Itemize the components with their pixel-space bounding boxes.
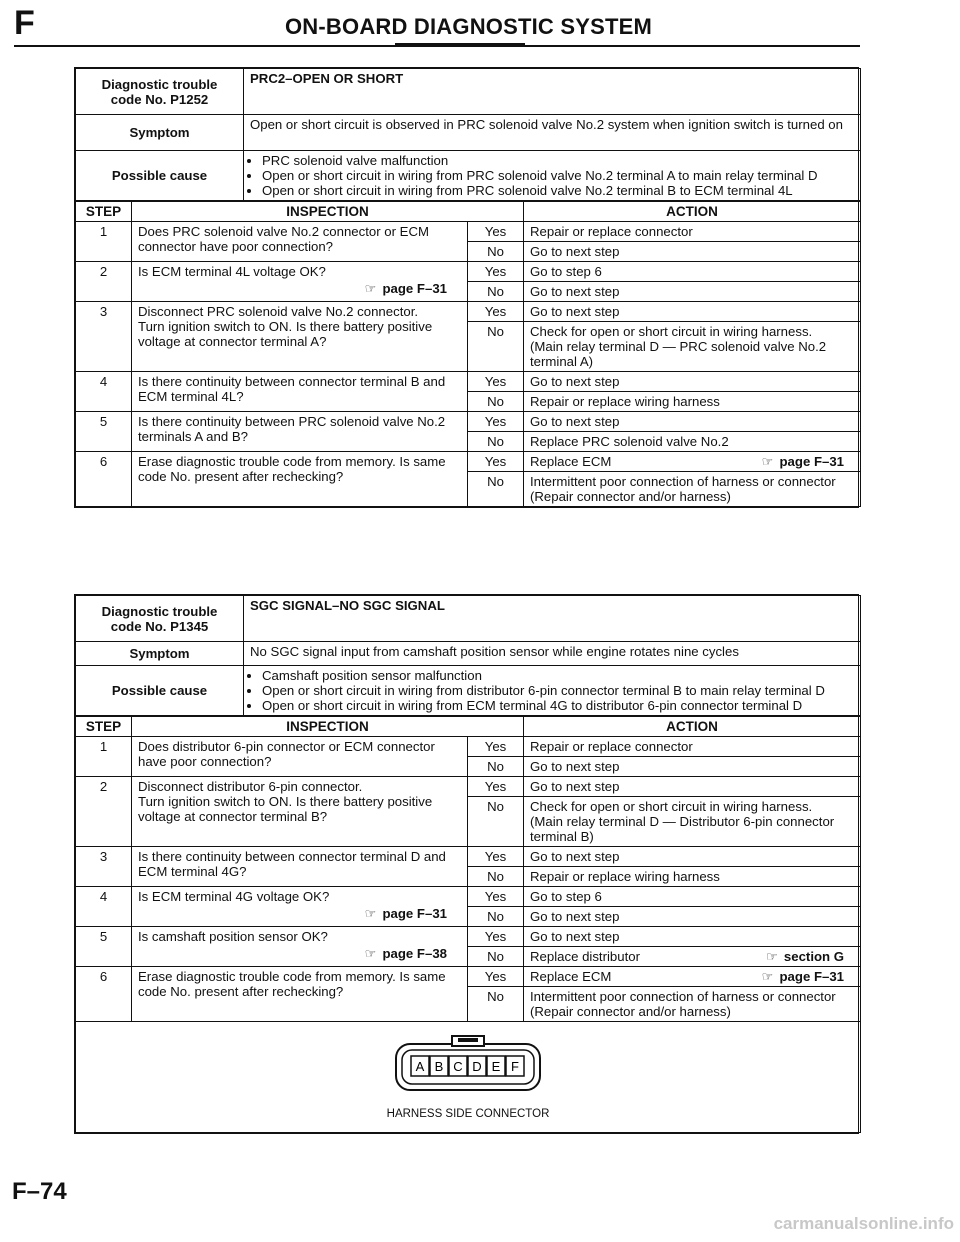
possible-cause-label-value	[244, 666, 861, 716]
inspection-text: Is there continuity between connector terminal B and ECM terminal 4L?	[138, 374, 446, 404]
step-number: 6	[76, 452, 132, 507]
yes-label: Yes	[468, 737, 524, 757]
no-action-text: Go to next step	[530, 284, 620, 299]
action-header: ACTION	[524, 717, 861, 737]
inspection-text: Is there continuity between PRC solenoid valve No.2 terminals A and B?	[138, 414, 446, 444]
yes-action-text: Go to step 6	[530, 264, 602, 279]
cause-item: • Open or short circuit in wiring from ECM terminal 4G to distributor 6-pin connector terminal D	[262, 698, 854, 713]
step-row	[76, 302, 861, 322]
yes-action	[524, 452, 861, 472]
possible-cause-label	[76, 666, 244, 716]
no-action-text: Go to next step	[530, 759, 620, 774]
inspection-text: Erase diagnostic trouble code from memory. Is same code No. present after rechecking?	[138, 969, 446, 999]
watermark: carmanualsonline.info	[773, 1214, 954, 1233]
dtc-code-label-value	[244, 69, 861, 115]
inspection-text: Disconnect distributor 6-pin connector. Turn ignition switch to ON. Is there battery positive voltage at connector terminal B?	[138, 779, 433, 824]
step-row	[76, 927, 861, 947]
step-row	[76, 452, 861, 472]
harness-connector-diagram	[388, 1034, 548, 1098]
no-action	[524, 947, 861, 967]
reference-icon: ☞	[364, 906, 377, 921]
dtc-table-p1252	[74, 67, 859, 508]
no-label: No	[468, 987, 524, 1022]
yes-label: Yes	[468, 302, 524, 322]
inspection-text: Is ECM terminal 4G voltage OK?	[138, 889, 330, 904]
no-action-text: Check for open or short circuit in wiring harness. (Main relay terminal D — PRC solenoid valve No.2 terminal A)	[530, 324, 827, 369]
inspection-header: INSPECTION	[132, 202, 524, 222]
connector-cell	[76, 1022, 861, 1133]
yes-action-text: Go to next step	[530, 929, 620, 944]
reference-icon: ☞	[364, 946, 377, 961]
yes-label: Yes	[468, 847, 524, 867]
no-action	[524, 472, 861, 507]
step-row	[76, 262, 861, 282]
inspection-ref	[138, 281, 461, 296]
page-number: F–74	[12, 1178, 67, 1205]
symptom-label	[76, 642, 244, 666]
connector-pin-label: E	[491, 1059, 501, 1074]
yes-label: Yes	[468, 222, 524, 242]
inspection-text: Does PRC solenoid valve No.2 connector or ECM connector have poor connection?	[138, 224, 429, 254]
no-action	[524, 867, 861, 887]
no-action	[524, 987, 861, 1022]
cause-list	[250, 153, 854, 198]
no-action-text: Go to next step	[530, 909, 620, 924]
inspection-text: Disconnect PRC solenoid valve No.2 connector. Turn ignition switch to ON. Is there battery positive voltage at connector terminal A?	[138, 304, 433, 349]
header-rule-accent	[395, 43, 525, 46]
yes-label: Yes	[468, 967, 524, 987]
reference-icon: ☞	[766, 949, 778, 964]
inspection-text: Erase diagnostic trouble code from memory. Is same code No. present after rechecking?	[138, 454, 446, 484]
step-header-row	[76, 202, 861, 222]
connector-caption: HARNESS SIDE CONNECTOR	[386, 1108, 550, 1120]
dtc-title: SGC SIGNAL–NO SGC SIGNAL	[250, 598, 445, 613]
connector-pin-label: B	[434, 1059, 444, 1074]
step-number: 5	[76, 412, 132, 452]
possible-cause-label	[76, 151, 244, 201]
reference-text: section G	[783, 949, 845, 964]
no-label: No	[468, 242, 524, 262]
reference-icon: ☞	[364, 281, 377, 296]
dtc-info	[75, 68, 861, 201]
no-action	[524, 797, 861, 847]
connector-latch-detail	[458, 1038, 478, 1042]
inspection-cell	[132, 452, 468, 507]
step-row	[76, 847, 861, 867]
connector-pin-label: F	[511, 1059, 519, 1074]
no-action-text: Replace PRC solenoid valve No.2	[530, 434, 729, 449]
step-number: 1	[76, 222, 132, 262]
no-label: No	[468, 797, 524, 847]
cause-item: • PRC solenoid valve malfunction	[262, 153, 854, 168]
step-number: 3	[76, 302, 132, 372]
no-action-text: Intermittent poor connection of harness or connector (Repair connector and/or harness)	[530, 989, 836, 1019]
yes-action	[524, 737, 861, 757]
inspection-ref	[138, 946, 461, 961]
yes-label: Yes	[468, 412, 524, 432]
cause-item: • Open or short circuit in wiring from distributor 6-pin connector terminal B to main relay terminal D	[262, 683, 854, 698]
step-row	[76, 737, 861, 757]
step-row	[76, 222, 861, 242]
no-action-text: Repair or replace wiring harness	[530, 869, 720, 884]
yes-action-text: Repair or replace connector	[530, 739, 693, 754]
page-title: ON-BOARD DIAGNOSTIC SYSTEM	[285, 14, 652, 39]
reference-icon: ☞	[761, 454, 774, 469]
symptom-text: Open or short circuit is observed in PRC solenoid valve No.2 system when ignition switch is turned on	[250, 117, 843, 132]
dtc-title: PRC2–OPEN OR SHORT	[250, 71, 404, 86]
no-label: No	[468, 282, 524, 302]
symptom-label-text: Symptom	[129, 646, 190, 661]
no-action	[524, 242, 861, 262]
step-row	[76, 777, 861, 797]
no-label: No	[468, 322, 524, 372]
yes-action-text: Replace ECM	[530, 969, 612, 984]
inspection-cell	[132, 737, 468, 777]
dtc-code-label-text: Diagnostic trouble code No. P1252	[101, 76, 218, 107]
no-label: No	[468, 472, 524, 507]
possible-cause-label-value	[244, 151, 861, 201]
dtc-code-label-value	[244, 596, 861, 642]
inspection-ref	[138, 906, 461, 921]
action-ref	[762, 454, 844, 469]
step-number: 2	[76, 262, 132, 302]
action-ref	[762, 969, 844, 984]
cause-item: • Camshaft position sensor malfunction	[262, 668, 854, 683]
dtc-code-label	[76, 596, 244, 642]
cause-list	[250, 668, 854, 713]
yes-label: Yes	[468, 777, 524, 797]
step-row	[76, 967, 861, 987]
step-header: STEP	[76, 717, 132, 737]
section-letter: F	[14, 4, 35, 42]
reference-text: page F–31	[779, 969, 845, 984]
step-header: STEP	[76, 202, 132, 222]
no-label: No	[468, 392, 524, 412]
step-row	[76, 887, 861, 907]
step-number: 4	[76, 887, 132, 927]
yes-action	[524, 927, 861, 947]
no-label: No	[468, 867, 524, 887]
yes-label: Yes	[468, 452, 524, 472]
yes-action	[524, 372, 861, 392]
step-number: 5	[76, 927, 132, 967]
reference-text: page F–31	[779, 454, 845, 469]
yes-action	[524, 412, 861, 432]
symptom-label-value	[244, 642, 861, 666]
yes-label: Yes	[468, 262, 524, 282]
step-number: 2	[76, 777, 132, 847]
possible-cause-label-text: Possible cause	[111, 683, 208, 698]
no-label: No	[468, 947, 524, 967]
yes-action-text: Go to next step	[530, 779, 620, 794]
step-number: 4	[76, 372, 132, 412]
inspection-cell	[132, 372, 468, 412]
inspection-text: Does distributor 6-pin connector or ECM connector have poor connection?	[138, 739, 435, 769]
inspection-text: Is ECM terminal 4L voltage OK?	[138, 264, 326, 279]
no-action	[524, 322, 861, 372]
inspection-cell	[132, 222, 468, 262]
yes-action	[524, 222, 861, 242]
step-number: 3	[76, 847, 132, 887]
dtc-table-p1345	[74, 594, 859, 1134]
inspection-cell	[132, 887, 468, 927]
inspection-cell	[132, 302, 468, 372]
step-number: 6	[76, 967, 132, 1022]
connector-pin-label: A	[415, 1059, 425, 1074]
no-action-text: Repair or replace wiring harness	[530, 394, 720, 409]
no-label: No	[468, 432, 524, 452]
yes-action-text: Go to step 6	[530, 889, 602, 904]
inspection-cell	[132, 777, 468, 847]
yes-action-text: Go to next step	[530, 849, 620, 864]
no-label: No	[468, 907, 524, 927]
no-action-text: Check for open or short circuit in wiring harness. (Main relay terminal D — Distributor 6-pin connector terminal B)	[530, 799, 835, 844]
yes-action-text: Repair or replace connector	[530, 224, 693, 239]
step-row	[76, 372, 861, 392]
yes-action	[524, 777, 861, 797]
yes-action-text: Replace ECM	[530, 454, 612, 469]
yes-label: Yes	[468, 887, 524, 907]
dtc-code-label	[76, 69, 244, 115]
yes-action-text: Go to next step	[530, 304, 620, 319]
inspection-header: INSPECTION	[132, 717, 524, 737]
action-ref	[766, 949, 844, 964]
dtc-table	[75, 201, 861, 507]
dtc-code-label-text: Diagnostic trouble code No. P1345	[101, 603, 218, 634]
inspection-cell	[132, 412, 468, 452]
step-header-row	[76, 717, 861, 737]
cause-item: • Open or short circuit in wiring from PRC solenoid valve No.2 terminal B to ECM terminal 4L	[262, 183, 854, 198]
no-action	[524, 432, 861, 452]
yes-label: Yes	[468, 927, 524, 947]
inspection-text: Is camshaft position sensor OK?	[138, 929, 328, 944]
no-action	[524, 392, 861, 412]
reference-text: page F–31	[382, 906, 447, 921]
no-action-text: Replace distributor	[530, 949, 640, 964]
step-number: 1	[76, 737, 132, 777]
reference-icon: ☞	[761, 969, 774, 984]
cause-item: • Open or short circuit in wiring from PRC solenoid valve No.2 terminal A to main relay terminal D	[262, 168, 854, 183]
no-action	[524, 907, 861, 927]
action-header: ACTION	[524, 202, 861, 222]
connector-pin-label: C	[453, 1059, 463, 1074]
yes-action	[524, 887, 861, 907]
connector-pin-label: D	[472, 1059, 482, 1074]
no-label: No	[468, 757, 524, 777]
inspection-text: Is there continuity between connector terminal D and ECM terminal 4G?	[138, 849, 446, 879]
symptom-text: No SGC signal input from camshaft position sensor while engine rotates nine cycles	[250, 644, 739, 659]
symptom-label-text: Symptom	[129, 125, 190, 140]
dtc-table	[75, 716, 861, 1133]
no-action	[524, 757, 861, 777]
yes-action-text: Go to next step	[530, 414, 620, 429]
yes-action	[524, 967, 861, 987]
inspection-cell	[132, 967, 468, 1022]
yes-label: Yes	[468, 372, 524, 392]
yes-action-text: Go to next step	[530, 374, 620, 389]
no-action-text: Go to next step	[530, 244, 620, 259]
reference-text: page F–31	[382, 281, 447, 296]
inspection-cell	[132, 847, 468, 887]
yes-action	[524, 262, 861, 282]
symptom-label-value	[244, 115, 861, 151]
reference-text: page F–38	[382, 946, 447, 961]
dtc-info	[75, 595, 861, 716]
symptom-label	[76, 115, 244, 151]
connector-row	[76, 1022, 861, 1133]
inspection-cell	[132, 262, 468, 302]
no-action-text: Intermittent poor connection of harness or connector (Repair connector and/or harness)	[530, 474, 836, 504]
yes-action	[524, 302, 861, 322]
no-action	[524, 282, 861, 302]
inspection-cell	[132, 927, 468, 967]
yes-action	[524, 847, 861, 867]
possible-cause-label-text: Possible cause	[111, 168, 208, 183]
step-row	[76, 412, 861, 432]
